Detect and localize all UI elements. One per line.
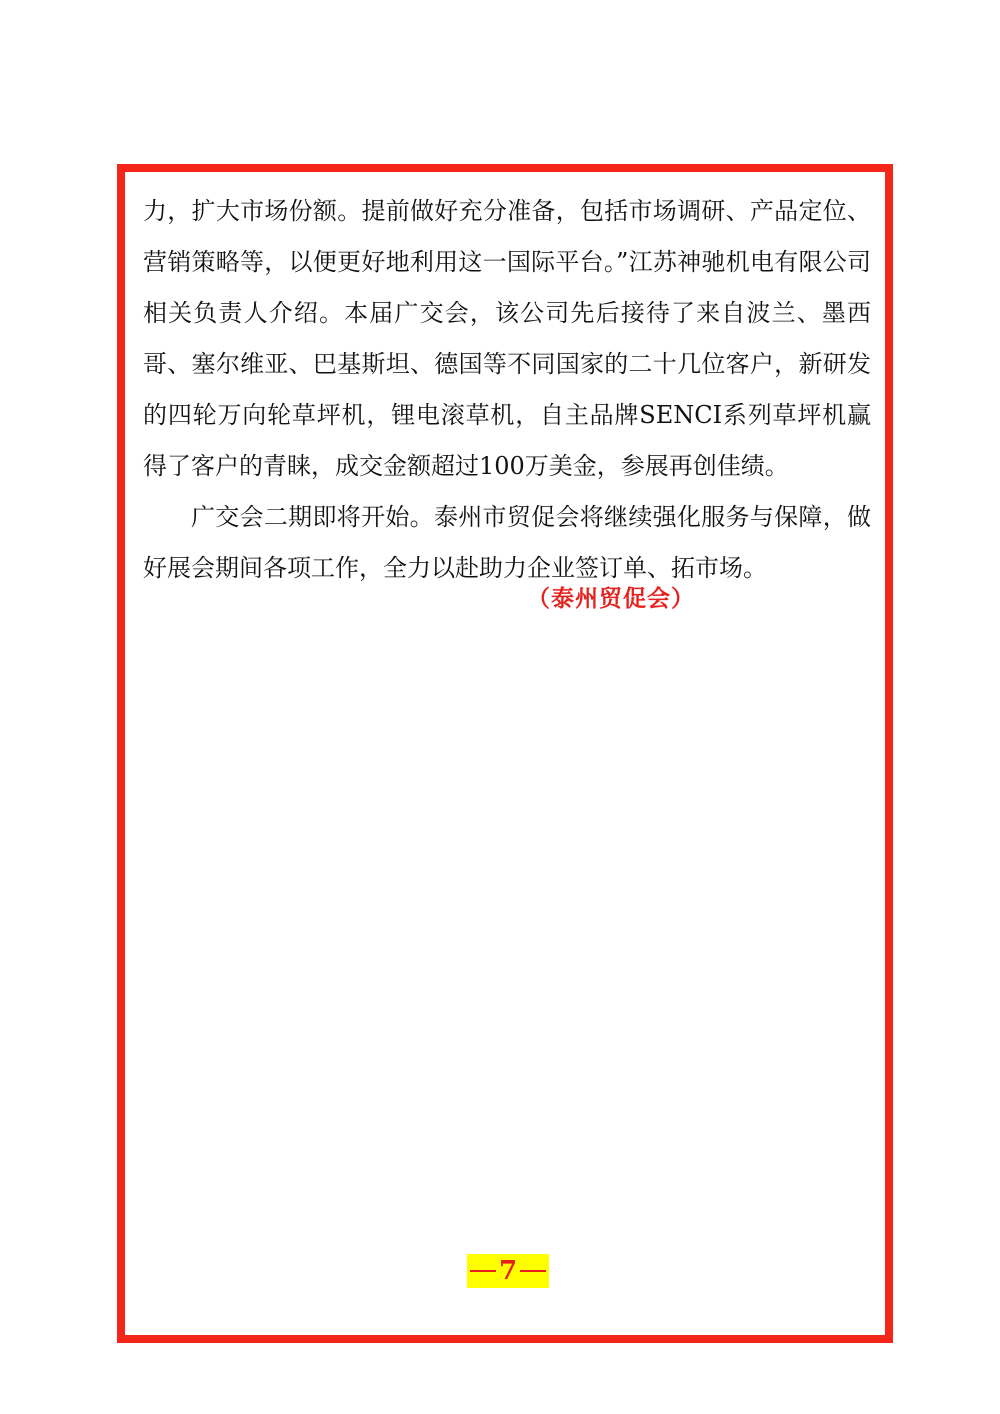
page-number-badge: [467, 1254, 549, 1288]
page-frame: [117, 164, 893, 1343]
article-paragraph-2: 广交会二期即将开始。泰州市贸促会将继续强化服务与保障，做好展会期间各项工作，全力以赴助力企业签订单、拓市场。: [143, 503, 871, 582]
article-body: [143, 186, 871, 594]
page-number-left-dash: [470, 1270, 496, 1272]
page-number-right-dash: [520, 1270, 546, 1272]
article-paragraph-1: 力，扩大市场份额。提前做好充分准备，包括市场调研、产品定位、营销策略等，以便更好地利用这一国际平台。”江苏神驰机电有限公司相关负责人介绍。本届广交会，该公司先后接待了来自波兰、墨西哥、塞尔维亚、巴基斯坦、德国等不同国家的二十几位客户，新研发的四轮万向轮草坪机，锂电滚草机，自主品牌SENCI系列草坪机赢得了客户的青睐，成交金额超过100万美金，参展再创佳绩。: [143, 197, 871, 480]
page-number: 7: [498, 1256, 518, 1286]
article-signature: （泰州贸促会）: [527, 585, 695, 612]
